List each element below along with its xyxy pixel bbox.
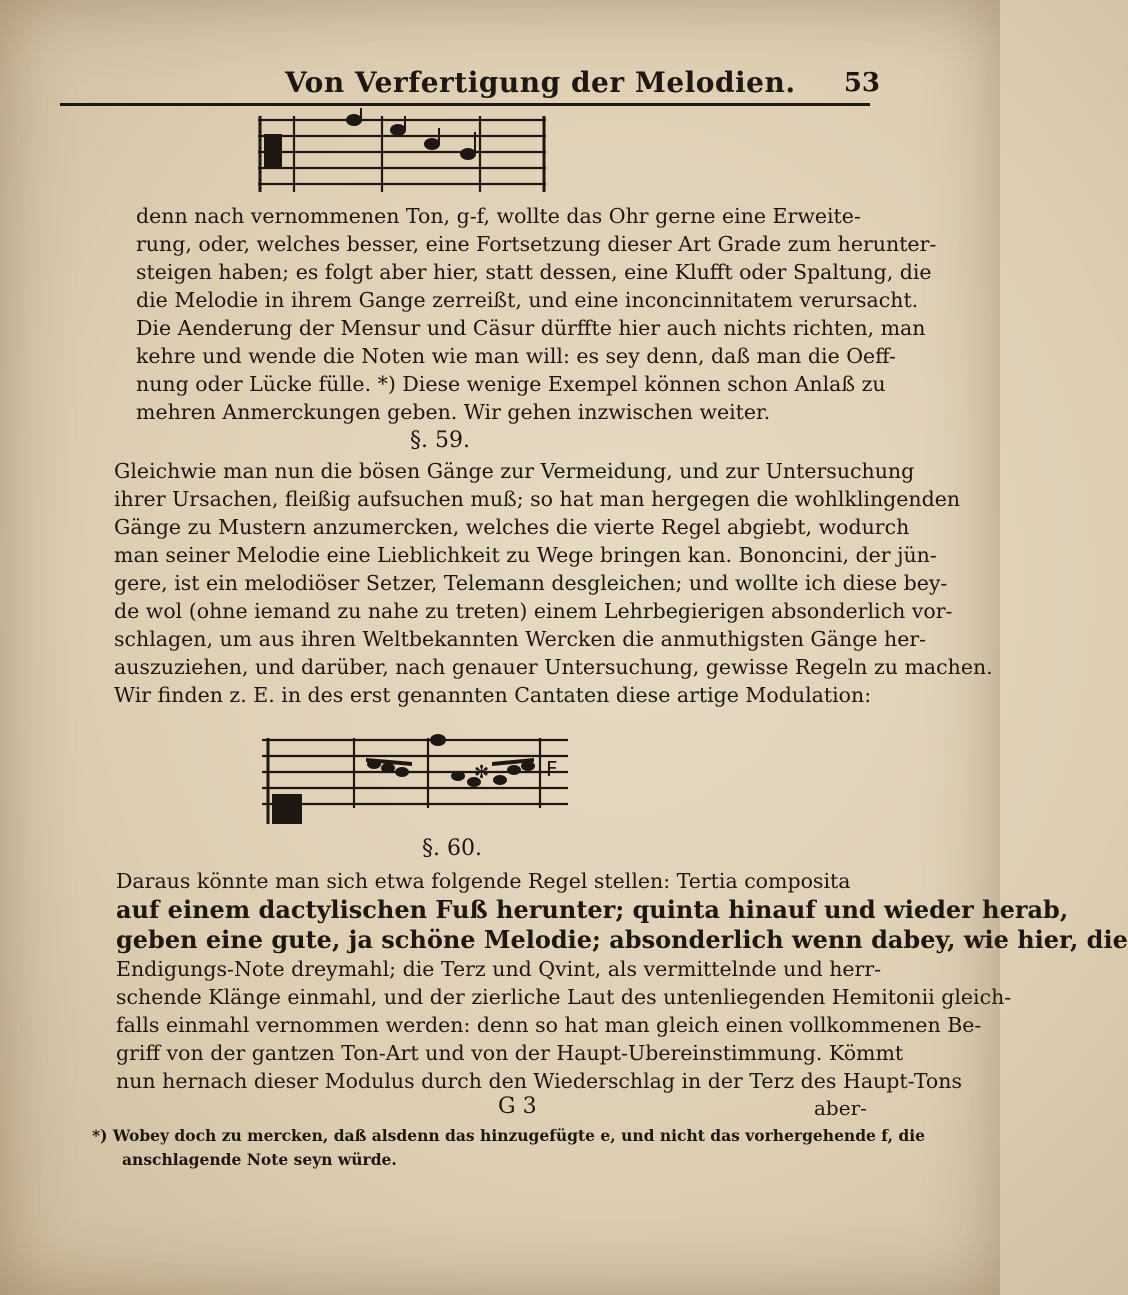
text-line: schende Klänge einmahl, und der zierliche Laut des untenliegenden Hemitonii gleich- [116,985,1012,1009]
running-title: Von Verfertigung der Melodien. [285,66,796,99]
music-example-2 [262,728,572,838]
header-rule [60,103,870,106]
text-line: Daraus könnte man sich etwa folgende Regel stellen: Tertia composita [116,869,851,893]
text-line: Gänge zu Mustern anzumercken, welches die vierte Regel abgiebt, wodurch [114,515,910,539]
text-line: Gleichwie man nun die bösen Gänge zur Vermeidung, und zur Untersuchung [114,459,915,483]
text-line: rung, oder, welches besser, eine Fortsetzung dieser Art Grade zum herunter- [136,232,937,256]
catchword: aber- [814,1096,867,1120]
music-example-1 [258,112,548,196]
text-line: kehre und wende die Noten wie man will: es sey denn, daß man die Oeff- [136,344,896,368]
text-line: geben eine gute, ja schöne Melodie; absonderlich wenn dabey, wie hier, die [116,925,1128,954]
text-line: Wir finden z. E. in des erst genannten Cantaten diese artige Modulation: [114,683,872,707]
text-line: ihrer Ursachen, fleißig aufsuchen muß; so hat man hergegen die wohlklingenden [114,487,961,511]
text-line: auf einem dactylischen Fuß herunter; quinta hinauf und wieder herab, [116,895,1069,924]
text-line: nung oder Lücke fülle. *) Diese wenige Exempel können schon Anlaß zu [136,372,886,396]
text-line: nun hernach dieser Modulus durch den Wiederschlag in der Terz des Haupt-Tons [116,1069,962,1093]
text-line: die Melodie in ihrem Gange zerreißt, und eine inconcinnitatem verursacht. [136,288,919,312]
svg-text:✻: ✻ [474,762,490,783]
text-line: de wol (ohne iemand zu nahe zu treten) einem Lehrbegierigen absonderlich vor- [114,599,953,623]
text-line: gere, ist ein melodiöser Setzer, Telemann desgleichen; und wollte ich diese bey- [114,571,948,595]
footnote-line: anschlagende Note seyn würde. [122,1150,397,1169]
footnote-line: *) Wobey doch zu mercken, daß alsdenn das hinzugefügte e, und nicht das vorhergehende f, die [92,1126,925,1145]
page-header [60,62,880,102]
text-line: mehren Anmerckungen geben. Wir gehen inzwischen weiter. [136,400,771,424]
text-line: schlagen, um aus ihren Weltbekannten Wercken die anmuthigsten Gänge her- [114,627,927,651]
text-line: steigen haben; es folgt aber hier, statt dessen, eine Klufft oder Spaltung, die [136,260,932,284]
text-line: man seiner Melodie eine Lieblichkeit zu Wege bringen kan. Bononcini, der jün- [114,543,937,567]
page-number: 53 [843,68,880,98]
section-60-heading: §. 60. [422,836,482,861]
text-line: denn nach vernommenen Ton, g-f, wollte das Ohr gerne eine Erweite- [136,204,861,228]
text-line: falls einmahl vernommen werden: denn so hat man gleich einen vollkommenen Be- [116,1013,982,1037]
text-line: auszuziehen, und darüber, nach genauer Untersuchung, gewisse Regeln zu machen. [114,655,993,679]
text-line: Endigungs-Note dreymahl; die Terz und Qvint, als vermittelnde und herr- [116,957,882,981]
text-line: Die Aenderung der Mensur und Cäsur dürffte hier auch nichts richten, man [136,316,926,340]
signature-mark: G 3 [498,1094,537,1119]
section-59-heading: §. 59. [410,428,470,453]
svg-text:F: F [546,757,558,781]
text-line: griff von der gantzen Ton-Art und von der Haupt-Ubereinstimmung. Kömmt [116,1041,904,1065]
